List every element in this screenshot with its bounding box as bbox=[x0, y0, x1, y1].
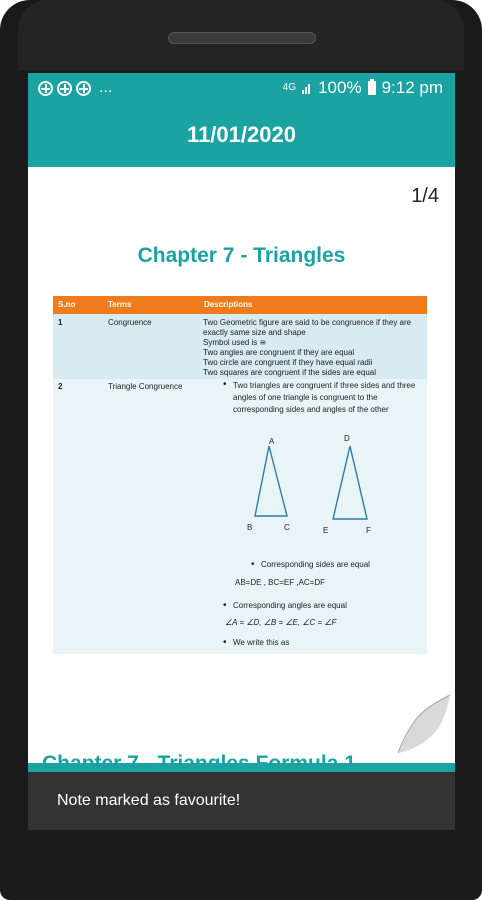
chapter-title: Chapter 7 - Triangles bbox=[137, 244, 346, 267]
battery-icon bbox=[368, 81, 376, 95]
header-sno: S.no bbox=[58, 300, 76, 309]
table-row bbox=[53, 379, 427, 654]
angles-equality: ∠A = ∠D, ∠B = ∠E, ∠C = ∠F bbox=[225, 618, 337, 627]
app-notification-icon bbox=[76, 81, 91, 96]
sides-equality: AB=DE , BC=EF ,AC=DF bbox=[235, 578, 326, 587]
more-notifications: ... bbox=[99, 79, 113, 96]
screen bbox=[28, 73, 455, 830]
cell-description: Two Geometric figure are said to be congruence if they are exactly same size and shape Symbol used is ≅ Two angles are congruent if they are equal Two circle are congruent if they have equal radii Two squares are congruent if the sides are equal bbox=[203, 318, 412, 377]
table-row bbox=[53, 314, 427, 379]
status-bar bbox=[28, 73, 455, 103]
vertex-label-b: B bbox=[247, 523, 253, 532]
vertex-label-f: F bbox=[366, 526, 371, 535]
cell-description: • Two triangles are congruent if three sides and three angles of one triangle is congruent to the corresponding sides and angles of the other bbox=[233, 380, 424, 416]
vertex-label-a: A bbox=[269, 437, 275, 446]
vertex-label-d: D bbox=[344, 434, 350, 443]
speaker-grille bbox=[168, 32, 316, 44]
cell-sno: 1 bbox=[58, 318, 63, 327]
signal-icon bbox=[302, 82, 312, 94]
cell-sno: 2 bbox=[58, 382, 63, 391]
app-bar bbox=[28, 103, 455, 167]
vertex-label-c: C bbox=[284, 523, 290, 532]
page-indicator: 1/4 bbox=[411, 185, 439, 207]
header-terms: Terms bbox=[108, 300, 132, 309]
system-status bbox=[283, 78, 443, 98]
cell-term: Triangle Congruence bbox=[108, 382, 183, 391]
table-header bbox=[53, 296, 427, 314]
battery-percent: 100% bbox=[318, 78, 362, 97]
congruent-triangles-diagram bbox=[247, 439, 397, 534]
network-type: 4G bbox=[282, 82, 297, 93]
snackbar bbox=[28, 772, 455, 830]
document-view[interactable] bbox=[28, 167, 455, 762]
clock: 9:12 pm bbox=[381, 78, 443, 97]
vertex-label-e: E bbox=[323, 526, 329, 535]
app-notification-icon bbox=[57, 81, 72, 96]
page-curl-icon[interactable] bbox=[394, 695, 450, 753]
cell-term: Congruence bbox=[108, 318, 152, 327]
bullet-corresponding-sides: • Corresponding sides are equal bbox=[261, 560, 370, 569]
app-notification-icon bbox=[38, 81, 53, 96]
header-descriptions: Descriptions bbox=[204, 300, 253, 309]
bottom-accent-bar bbox=[28, 763, 455, 772]
triangles-table bbox=[53, 296, 427, 654]
notification-icons bbox=[38, 79, 112, 97]
bullet-corresponding-angles: • Corresponding angles are equal bbox=[233, 601, 347, 610]
snackbar-message: Note marked as favourite! bbox=[57, 792, 241, 809]
page-title: 11/01/2020 bbox=[187, 122, 296, 147]
bullet-we-write: • We write this as bbox=[233, 638, 289, 647]
